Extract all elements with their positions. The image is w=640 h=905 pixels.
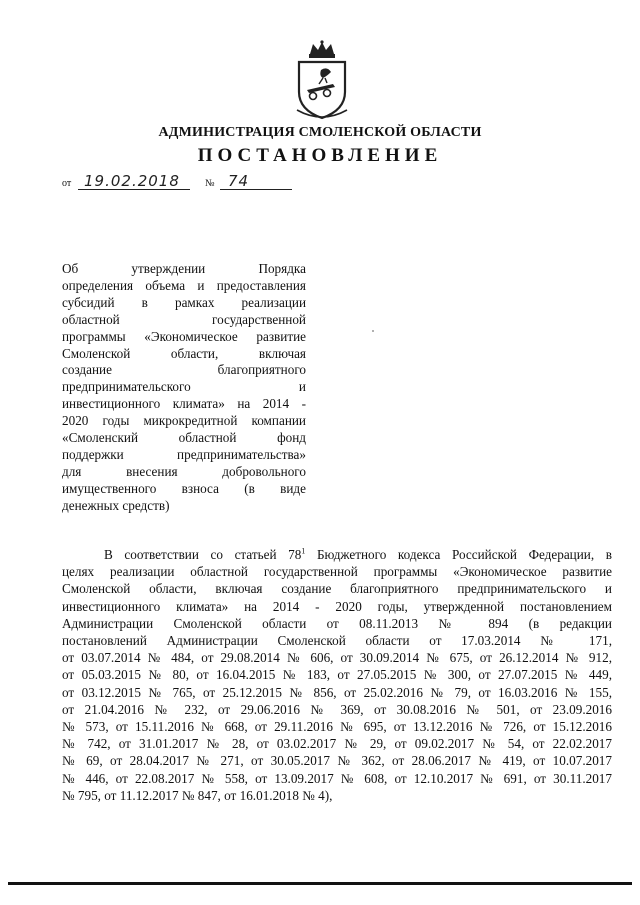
body-line: целях реализации областной государственной программы «Экономическое развитие: [62, 564, 612, 580]
date-label: от: [62, 178, 72, 189]
body-line: от 03.12.2015 № 765, от 25.12.2015 № 856, от 25.02.2016 № 79, от 16.03.2016 № 155,: [62, 684, 612, 700]
title-line: предпринимательского и: [62, 379, 306, 395]
title-line: Об утверждении Порядка: [62, 261, 306, 276]
title-line: для внесения добровольного: [62, 463, 306, 479]
body-text-segment: Бюджетного кодекса Российской Федерации, в: [305, 547, 612, 562]
article-superscript: 1: [301, 546, 306, 556]
body-line: от 21.04.2016 № 232, от 29.06.2016 № 369, от 30.08.2016 № 501, от 23.09.2016: [62, 701, 612, 717]
date-value: 19.02.2018: [84, 172, 180, 190]
title-line: «Смоленский областной фонд: [62, 430, 306, 446]
number-label: №: [205, 178, 215, 189]
title-line: создание благоприятного: [62, 362, 306, 378]
title-line: имущественного взноса (в виде: [62, 480, 306, 496]
body-line: инвестиционного климата» на 2014 - 2020 годы, утвержденной постановлением: [62, 598, 612, 614]
title-line: Смоленской области, включая: [62, 345, 306, 361]
title-line: программы «Экономическое развитие: [62, 328, 306, 344]
body-line: [62, 546, 612, 563]
number-value: 74: [228, 172, 250, 190]
bottom-rule: [8, 882, 632, 885]
title-line: денежных средств): [62, 497, 170, 513]
body-line: Смоленской области, включая создание благоприятного предпринимательского и: [62, 581, 612, 597]
document-title: [62, 261, 306, 515]
scan-speck: [372, 330, 374, 332]
title-line: областной государственной: [62, 311, 306, 327]
document-type: ПОСТАНОВЛЕНИЕ: [197, 145, 443, 166]
body-line: № 573, от 15.11.2016 № 668, от 29.11.2016 № 695, от 13.12.2016 № 726, от 15.12.2016: [62, 719, 612, 735]
date-number-line: [62, 170, 362, 192]
preamble-paragraph: [62, 546, 612, 804]
title-line: субсидий в рамках реализации: [62, 294, 306, 310]
body-line: от 05.03.2015 № 80, от 16.04.2015 № 183, от 27.05.2015 № 300, от 27.07.2015 № 449,: [62, 667, 612, 683]
organization-name: АДМИНИСТРАЦИЯ СМОЛЕНСКОЙ ОБЛАСТИ: [158, 125, 482, 140]
body-line: постановлений Администрации Смоленской области от 17.03.2014 № 171,: [62, 633, 612, 649]
body-line: № 742, от 31.01.2017 № 28, от 03.02.2017 № 29, от 09.02.2017 № 54, от 22.02.2017: [62, 736, 612, 752]
title-line: определения объема и предоставления: [62, 277, 306, 293]
title-line: поддержки предпринимательства»: [62, 446, 306, 462]
title-line: инвестиционного климата» на 2014 -: [62, 396, 306, 412]
body-line: от 03.07.2014 № 484, от 29.08.2014 № 606, от 30.09.2014 № 675, от 26.12.2014 № 912,: [62, 650, 612, 666]
body-line: Администрации Смоленской области от 08.11.2013 № 894 (в редакции: [62, 615, 612, 631]
body-line: № 795, от 11.12.2017 № 847, от 16.01.2018 № 4),: [62, 787, 333, 803]
smolensk-coat-of-arms-icon: [293, 40, 351, 122]
body-text-segment: В соответствии со статьей 78: [104, 547, 302, 562]
body-line: № 69, от 28.04.2017 № 271, от 30.05.2017 № 362, от 28.06.2017 № 419, от 10.07.2017: [62, 753, 612, 769]
body-line: № 446, от 22.08.2017 № 558, от 13.09.2017 № 608, от 12.10.2017 № 691, от 30.11.2017: [62, 770, 612, 786]
title-line: 2020 годы микрокредитной компании: [62, 413, 306, 429]
